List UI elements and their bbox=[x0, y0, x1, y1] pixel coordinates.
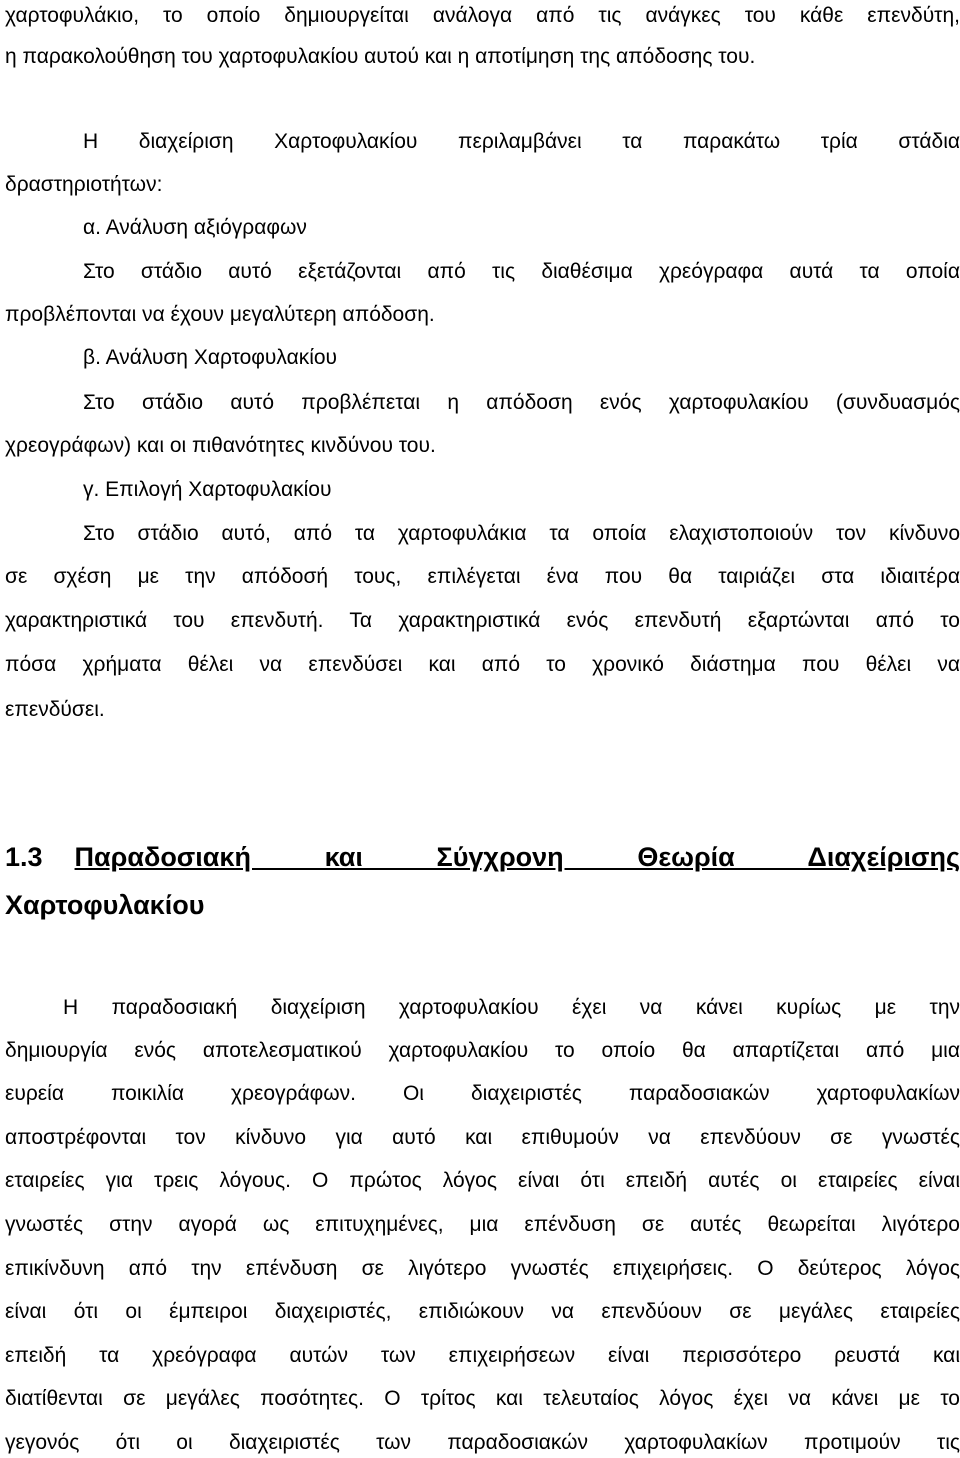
section-title-line2: Χαρτοφυλακίου bbox=[5, 890, 205, 920]
paragraph-line: χαρτοφυλάκιο, το οποίο δημιουργείται ανάλογα από τις ανάγκες του κάθε επενδύτη, bbox=[5, 4, 960, 27]
stage-b-line: χρεογράφων) και οι πιθανότητες κινδύνου του. bbox=[5, 434, 436, 457]
section-number: 1.3 bbox=[5, 842, 43, 872]
body-line: Η παραδοσιακή διαχείριση χαρτοφυλακίου έχει να κάνει κυρίως με την bbox=[63, 996, 960, 1019]
body-line: επικίνδυνη από την επένδυση σε λιγότερο γνωστές επιχειρήσεις. Ο δεύτερος λόγος bbox=[5, 1257, 960, 1280]
body-line: δημιουργία ενός αποτελεσματικού χαρτοφυλακίου το οποίο θα απαρτίζεται από μια bbox=[5, 1039, 960, 1062]
body-line: ευρεία ποικιλία χρεογράφων. Οι διαχειριστές παραδοσιακών χαρτοφυλακίων bbox=[5, 1082, 960, 1105]
stage-c-title: γ. Επιλογή Χαρτοφυλακίου bbox=[83, 478, 332, 501]
section-heading bbox=[5, 840, 960, 874]
stage-b-title: β. Ανάλυση Χαρτοφυλακίου bbox=[83, 346, 338, 369]
stage-c-line: χαρακτηριστικά του επενδυτή. Τα χαρακτηριστικά ενός επενδυτή εξαρτώνται από το bbox=[5, 609, 960, 632]
body-line: είναι ότι οι έμπειροι διαχειριστές, επιδιώκουν να επενδύουν σε μεγάλες εταιρείες bbox=[5, 1300, 960, 1323]
stage-a-line: Στο στάδιο αυτό εξετάζονται από τις διαθέσιμα χρεόγραφα αυτά τα οποία bbox=[83, 260, 960, 283]
stage-a-title: α. Ανάλυση αξιόγραφων bbox=[83, 216, 307, 239]
body-line: αποστρέφονται τον κίνδυνο για αυτό και επιθυμούν να επενδύουν σε γνωστές bbox=[5, 1126, 960, 1149]
intro-line: Η διαχείριση Χαρτοφυλακίου περιλαμβάνει τα παρακάτω τρία στάδια bbox=[83, 130, 960, 153]
body-line: εταιρείες για τρεις λόγους. Ο πρώτος λόγος είναι ότι επειδή αυτές οι εταιρείες είναι bbox=[5, 1169, 960, 1192]
stage-a-line: προβλέπονται να έχουν μεγαλύτερη απόδοση. bbox=[5, 303, 435, 326]
body-line: γνωστές στην αγορά ως επιτυχημένες, μια επένδυση σε αυτές θεωρείται λιγότερο bbox=[5, 1213, 960, 1236]
section-title-line1: Παραδοσιακή και Σύγχρονη Θεωρία Διαχείρισης bbox=[74, 842, 960, 872]
body-line: διατίθενται σε μεγάλες ποσότητες. Ο τρίτος και τελευταίος λόγος έχει να κάνει με το bbox=[5, 1387, 960, 1410]
stage-c-line: πόσα χρήματα θέλει να επενδύσει και από το χρονικό διάστημα που θέλει να bbox=[5, 653, 960, 676]
body-line: επειδή τα χρεόγραφα αυτών των επιχειρήσεων είναι περισσότερο ρευστά και bbox=[5, 1344, 960, 1367]
stage-c-line: Στο στάδιο αυτό, από τα χαρτοφυλάκια τα οποία ελαχιστοποιούν τον κίνδυνο bbox=[83, 522, 960, 545]
paragraph-line: η παρακολούθηση του χαρτοφυλακίου αυτού και η αποτίμηση της απόδοσης του. bbox=[5, 45, 756, 68]
stage-c-line: επενδύσει. bbox=[5, 698, 105, 721]
stage-b-line: Στο στάδιο αυτό προβλέπεται η απόδοση ενός χαρτοφυλακίου (συνδυασμός bbox=[83, 391, 960, 414]
section-title-line1-wrap bbox=[75, 840, 960, 874]
intro-line: δραστηριοτήτων: bbox=[5, 173, 163, 196]
stage-c-line: σε σχέση με την απόδοσή τους, επιλέγεται ένα που θα ταιριάζει στα ιδιαιτέρα bbox=[5, 565, 960, 588]
body-line: γεγονός ότι οι διαχειριστές των παραδοσιακών χαρτοφυλακίων προτιμούν τις bbox=[5, 1431, 960, 1454]
